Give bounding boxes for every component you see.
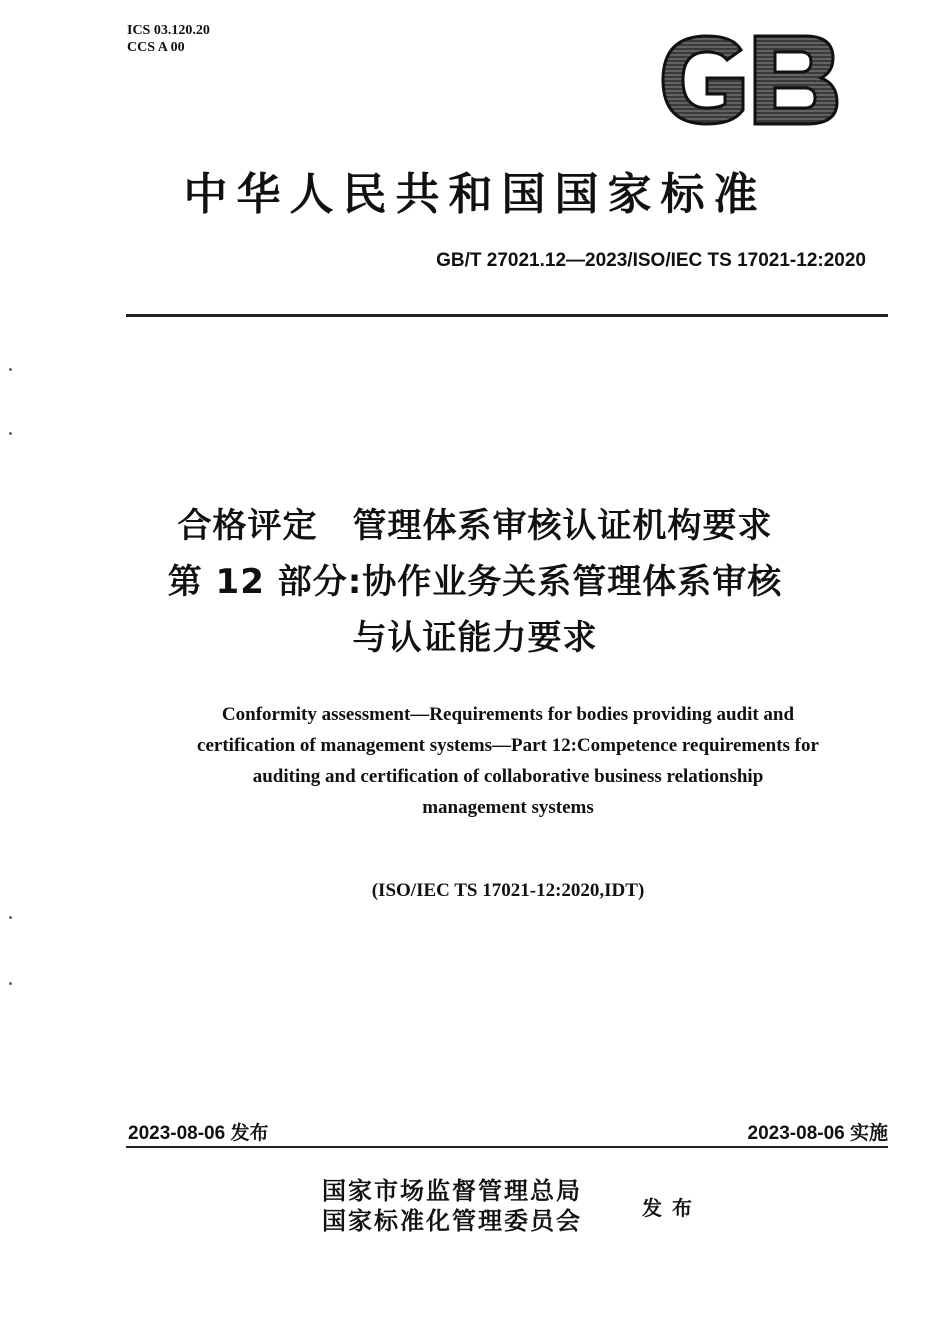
adoption-statement: (ISO/IEC TS 17021-12:2020,IDT) — [371, 880, 645, 901]
margin-mark — [9, 432, 12, 435]
margin-mark — [9, 982, 12, 985]
issue-action: 发布 — [642, 1196, 702, 1220]
ccs-code: CCS A 00 — [127, 40, 185, 55]
issuer-org: 国家市场监督管理总局 — [322, 1176, 582, 1205]
standard-number: GB/T 27021.12—2023/ISO/IEC TS 17021-12:2020 — [436, 250, 866, 271]
chinese-title-line: 合格评定 管理体系审核认证机构要求 — [177, 506, 773, 546]
english-title-line: certification of management systems—Part 12:Competence requirements for — [197, 735, 819, 756]
header-divider — [126, 314, 888, 317]
chinese-title-line: 与认证能力要求 — [352, 618, 598, 658]
gb-logo — [655, 30, 841, 130]
issuing-organizations — [322, 1176, 582, 1236]
margin-mark — [9, 368, 12, 371]
implementation-date: 2023-08-06 实施 — [747, 1123, 888, 1144]
issuer-org: 国家标准化管理委员会 — [322, 1206, 582, 1235]
chinese-title-line: 第 12 部分:协作业务关系管理体系审核 — [167, 562, 783, 602]
english-title — [0, 699, 950, 823]
issue-date: 2023-08-06 发布 — [128, 1123, 269, 1144]
english-title-line: Conformity assessment—Requirements for bodies providing audit and — [221, 704, 795, 725]
logo-text: GB — [747, 90, 749, 91]
classification-codes — [127, 22, 210, 56]
footer-divider — [126, 1146, 888, 1148]
ics-code: ICS 03.120.20 — [127, 23, 210, 38]
english-title-line: auditing and certification of collaborative business relationship — [252, 766, 764, 787]
margin-mark — [9, 916, 12, 919]
english-title-line: management systems — [422, 797, 594, 818]
chinese-title — [0, 498, 950, 666]
national-standard-title: 中华人民共和国国家标准 — [183, 169, 767, 220]
